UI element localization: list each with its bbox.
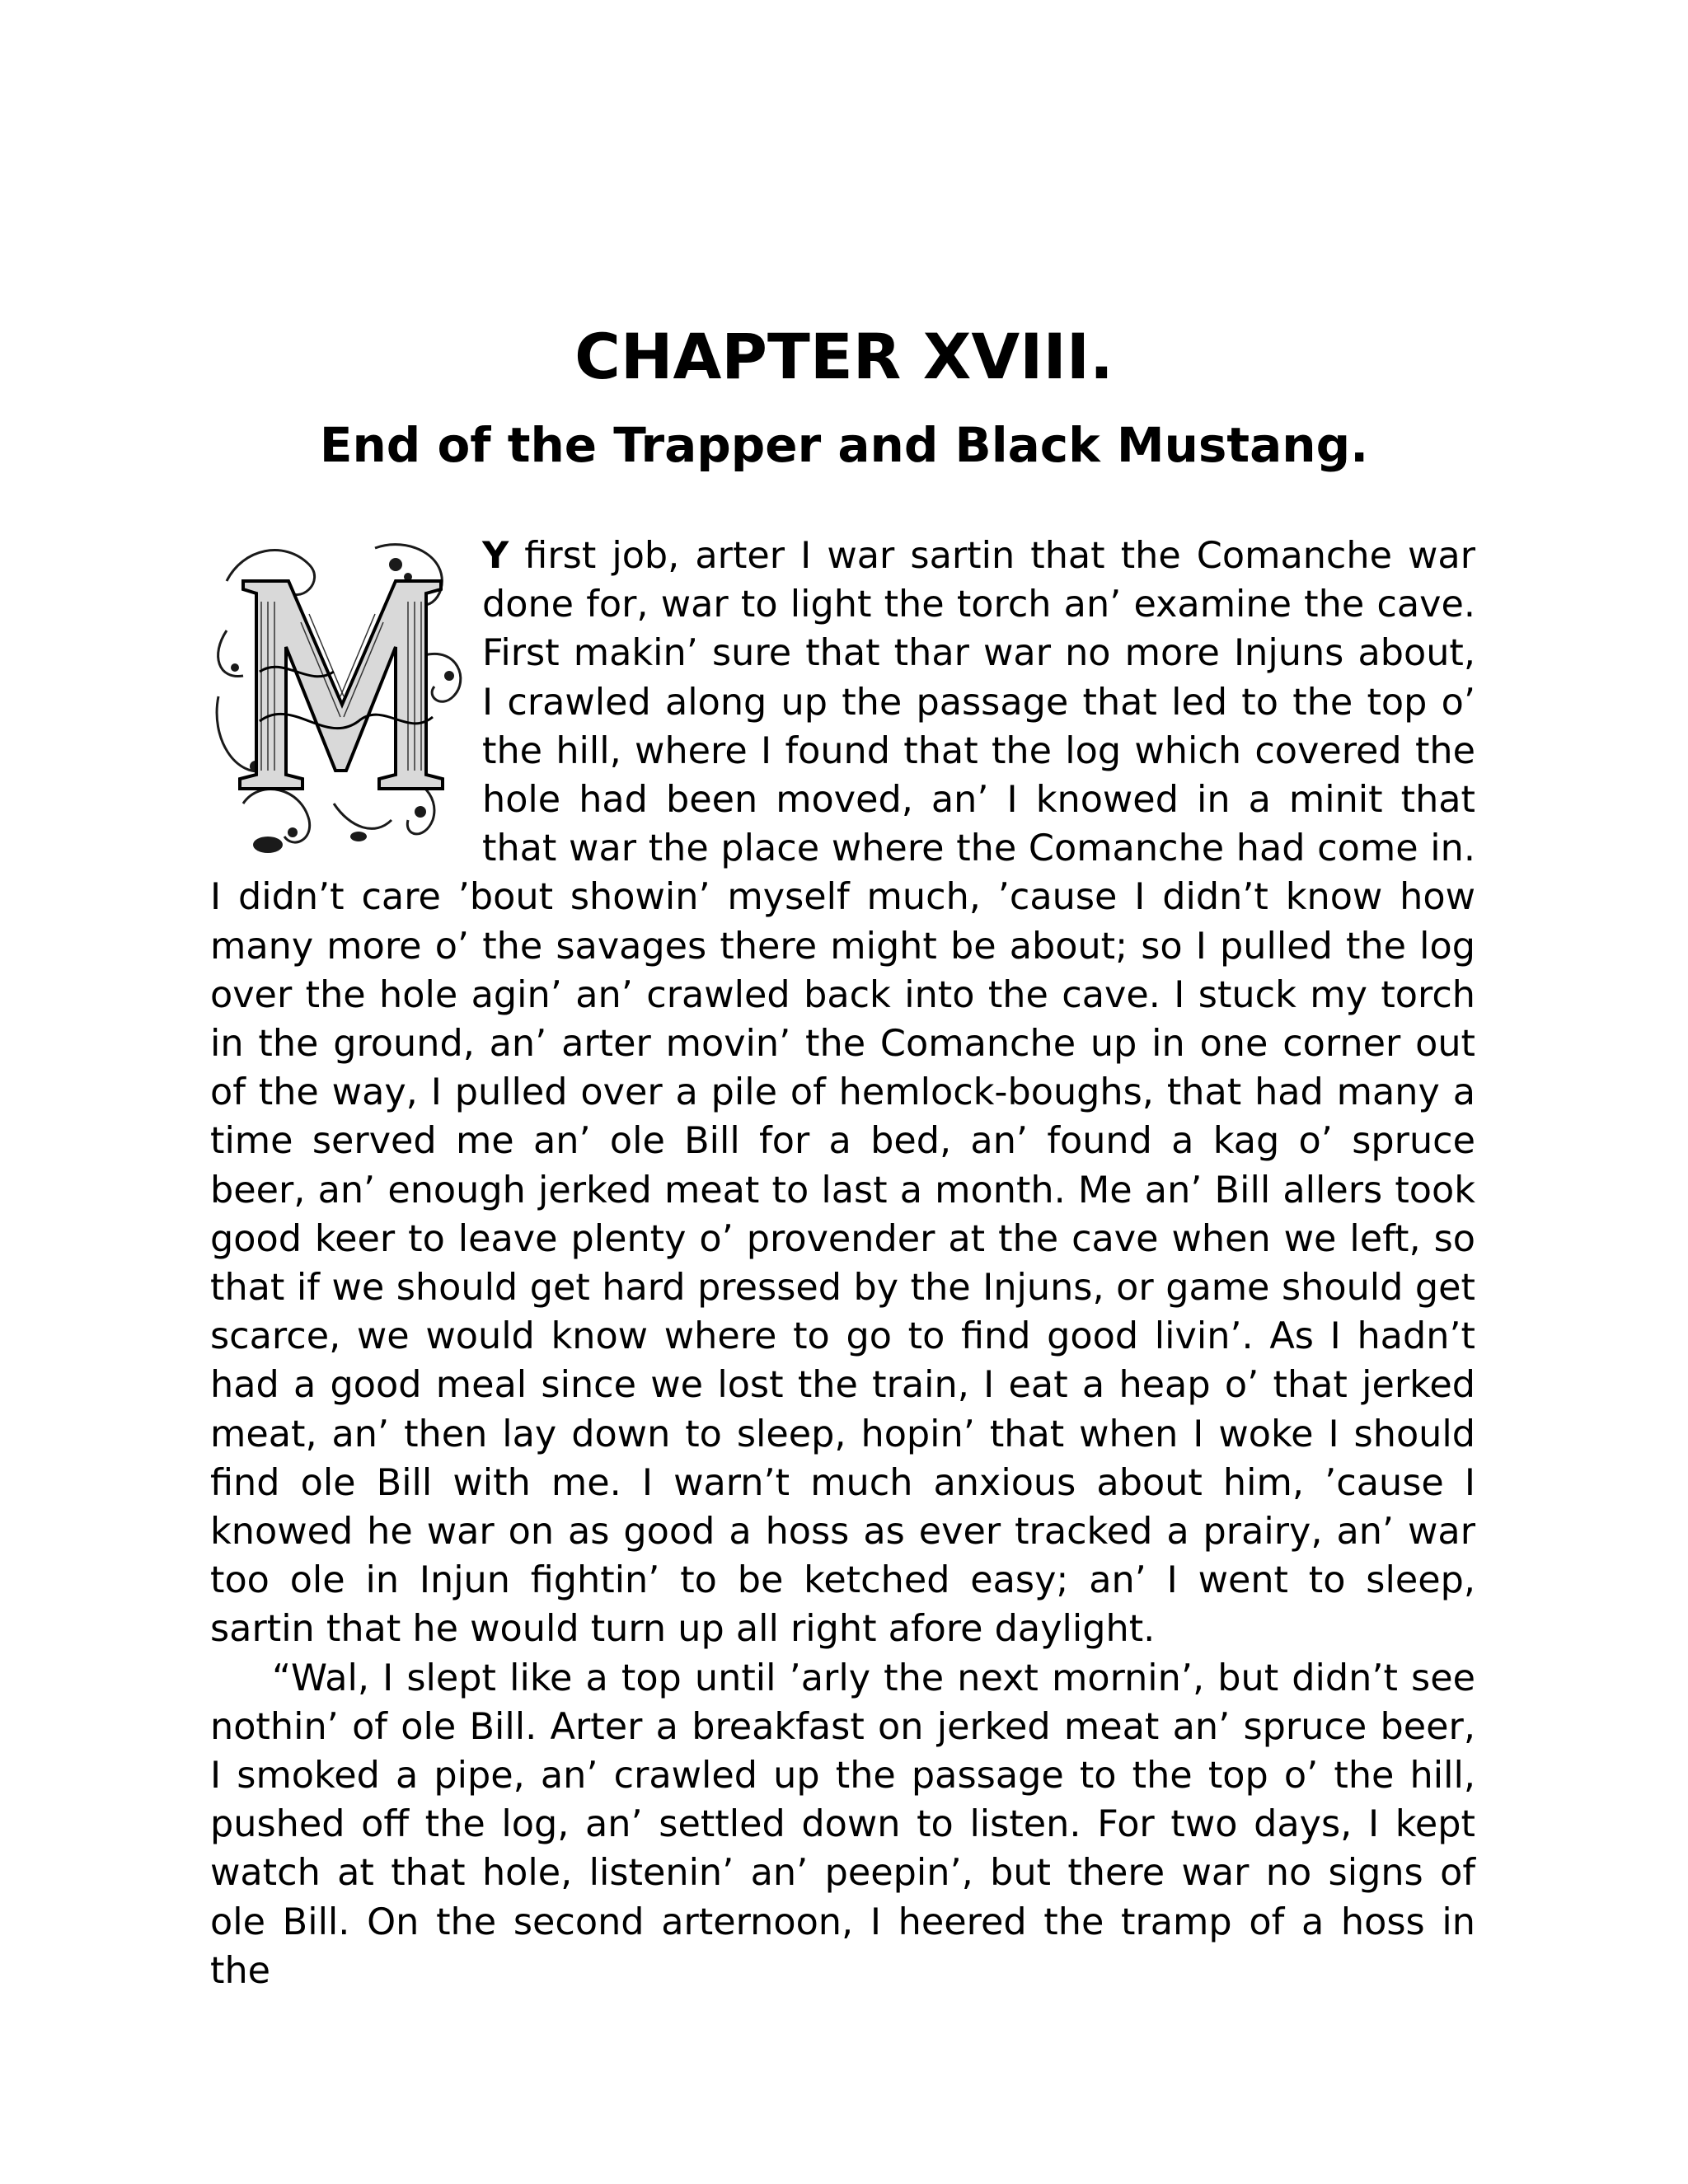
floral-initial-icon: [210, 532, 472, 861]
chapter-title: CHAPTER XVIII.: [574, 320, 1114, 393]
paragraph-1-lead-letter: Y: [482, 535, 509, 577]
ornamental-drop-cap-m: [210, 532, 472, 861]
paragraph-1-text: first job, arter I war sartin that the Comanche war done for, war to light the torch an’ examine the cave. First makin’ sure that thar war no more Injuns about, I crawled along up the passage that led to the top o’ the hill, where I found that the log which covered the hole had been moved, an’ I knowed in a minit that that war the place where the Comanche had come in. I didn’t care ’bout showin’ myself much, ’cause I didn’t know how many more o’ the savages there might be about; so I pulled the log over the hole agin’ an’ crawled back into the cave. I stuck my torch in the ground, an’ arter movin’ the Comanche up in one corner out of the way, I pulled over a pile of hemlock-boughs, that had many a time served me an’ ole Bill for a bed, an’ found a kag o’ spruce beer, an’ enough jerked meat to last a month. Me an’ Bill allers took good keer to leave plenty o’ provender at the cave when we left, so that if we should get hard pressed by the Injuns, or game should get scarce, we would know where to go to find good livin’. As I hadn’t had a good meal since we lost the train, I eat a heap o’ that jerked meat, an’ then lay down to sleep, hopin’ that when I woke I should find ole Bill with me. I warn’t much anxious about him, ’cause I knowed he war on as good a hoss as ever tracked a prairy, an’ war too ole in Injun fightin’ to be ketched easy; an’ I went to sleep, sartin that he would turn up all right afore daylight.: [210, 535, 1475, 1651]
paragraph-2: “Wal, I slept like a top until ’arly the next mornin’, but didn’t see nothin’ of ole Bill. Arter a breakfast on jerked meat an’ spruce beer, I smoked a pipe, an’ crawled up the passage to the top o’ the hill, pushed off the log, an’ settled down to listen. For two days, I kept watch at that hole, listenin’ an’ peepin’, but there war no signs of ole Bill. On the second arternoon, I heered the tramp of a hoss in the: [210, 1657, 1475, 1992]
chapter-body: [210, 532, 1475, 1995]
chapter-subtitle: End of the Trapper and Black Mustang.: [319, 417, 1369, 473]
